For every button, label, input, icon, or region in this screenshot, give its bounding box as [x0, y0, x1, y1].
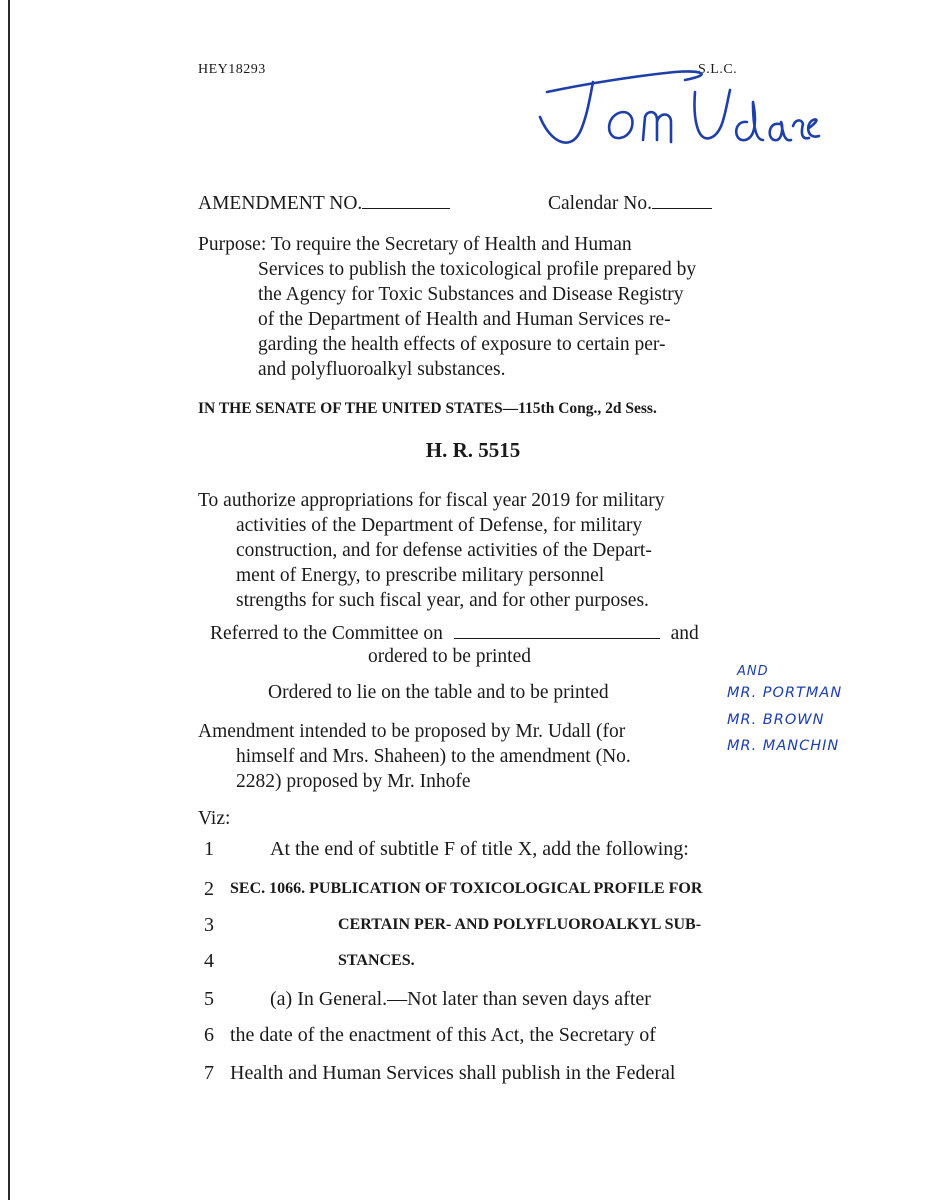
intended-line: Amendment intended to be proposed by Mr. Udall (for — [198, 721, 626, 742]
line-number: 4 — [204, 950, 214, 972]
handwritten-manchin: MR. MANCHIN — [727, 738, 840, 754]
referred-text: Referred to the Committee on — [210, 623, 443, 644]
intended-line: 2282) proposed by Mr. Inhofe — [236, 771, 471, 792]
bill-line-text: Health and Human Services shall publish in the Federal — [230, 1062, 676, 1084]
bill-title-line: construction, and for defense activities of the Depart- — [236, 540, 652, 561]
purpose-block — [198, 232, 734, 382]
line-number: 5 — [204, 988, 214, 1010]
bill-title-line: To authorize appropriations for fiscal year 2019 for military — [198, 490, 665, 511]
referred-line — [210, 620, 699, 646]
ordered-lie-text: Ordered to lie on the table and to be printed — [268, 682, 609, 703]
purpose-line: Services to publish the toxicological profile prepared by — [258, 259, 697, 280]
purpose-line: the Agency for Toxic Substances and Disease Registry — [258, 284, 684, 305]
bill-line-text: (a) In General.—Not later than seven days after — [270, 988, 651, 1010]
line-number: 2 — [204, 878, 214, 900]
amendment-no-field — [198, 190, 450, 216]
bill-title-line: ment of Energy, to prescribe military personnel — [236, 565, 605, 586]
referred-and: and — [670, 623, 699, 644]
line-number: 6 — [204, 1024, 214, 1046]
signature-tom-udall — [525, 62, 825, 157]
page-border — [8, 0, 10, 1200]
bill-title-line: strengths for such fiscal year, and for other purposes. — [236, 590, 649, 611]
section-heading: SEC. 1066. PUBLICATION OF TOXICOLOGICAL PROFILE FOR — [230, 880, 703, 897]
bill-line-text: At the end of subtitle F of title X, add the following: — [270, 838, 689, 860]
bill-title-line: activities of the Department of Defense, for military — [236, 515, 643, 536]
calendar-no-field — [548, 190, 712, 216]
purpose-line: Purpose: To require the Secretary of Health and Human — [198, 234, 632, 255]
ordered-printed: ordered to be printed — [368, 646, 531, 667]
handwritten-portman: MR. PORTMAN — [727, 685, 843, 701]
handwritten-brown: MR. BROWN — [727, 712, 825, 728]
section-heading: CERTAIN PER- AND POLYFLUOROALKYL SUB- — [338, 916, 702, 933]
calendar-no-label: Calendar No. — [548, 193, 652, 214]
bill-line-text: the date of the enactment of this Act, the Secretary of — [230, 1024, 656, 1046]
intended-line: himself and Mrs. Shaheen) to the amendment (No. — [236, 746, 631, 767]
calendar-no-blank — [652, 190, 712, 209]
bill-title — [198, 488, 734, 613]
purpose-line: and polyfluoroalkyl substances. — [258, 359, 506, 380]
amendment-no-blank — [362, 190, 450, 209]
handwritten-and: AND — [737, 664, 769, 679]
section-heading: STANCES. — [338, 952, 415, 969]
document-id: HEY18293 — [198, 62, 266, 77]
line-number: 3 — [204, 914, 214, 936]
line-number: 7 — [204, 1062, 214, 1084]
senate-heading: IN THE SENATE OF THE UNITED STATES—115th Cong., 2d Sess. — [198, 400, 657, 417]
intended-block — [198, 719, 710, 794]
purpose-line: of the Department of Health and Human Services re- — [258, 309, 671, 330]
purpose-line: garding the health effects of exposure to certain per- — [258, 334, 666, 355]
line-number: 1 — [204, 838, 214, 860]
bill-number: H. R. 5515 — [425, 438, 521, 462]
amendment-no-label: AMENDMENT NO. — [198, 193, 363, 214]
viz-label: Viz: — [198, 808, 231, 829]
slc-label: S.L.C. — [698, 62, 738, 77]
committee-blank — [454, 620, 660, 639]
